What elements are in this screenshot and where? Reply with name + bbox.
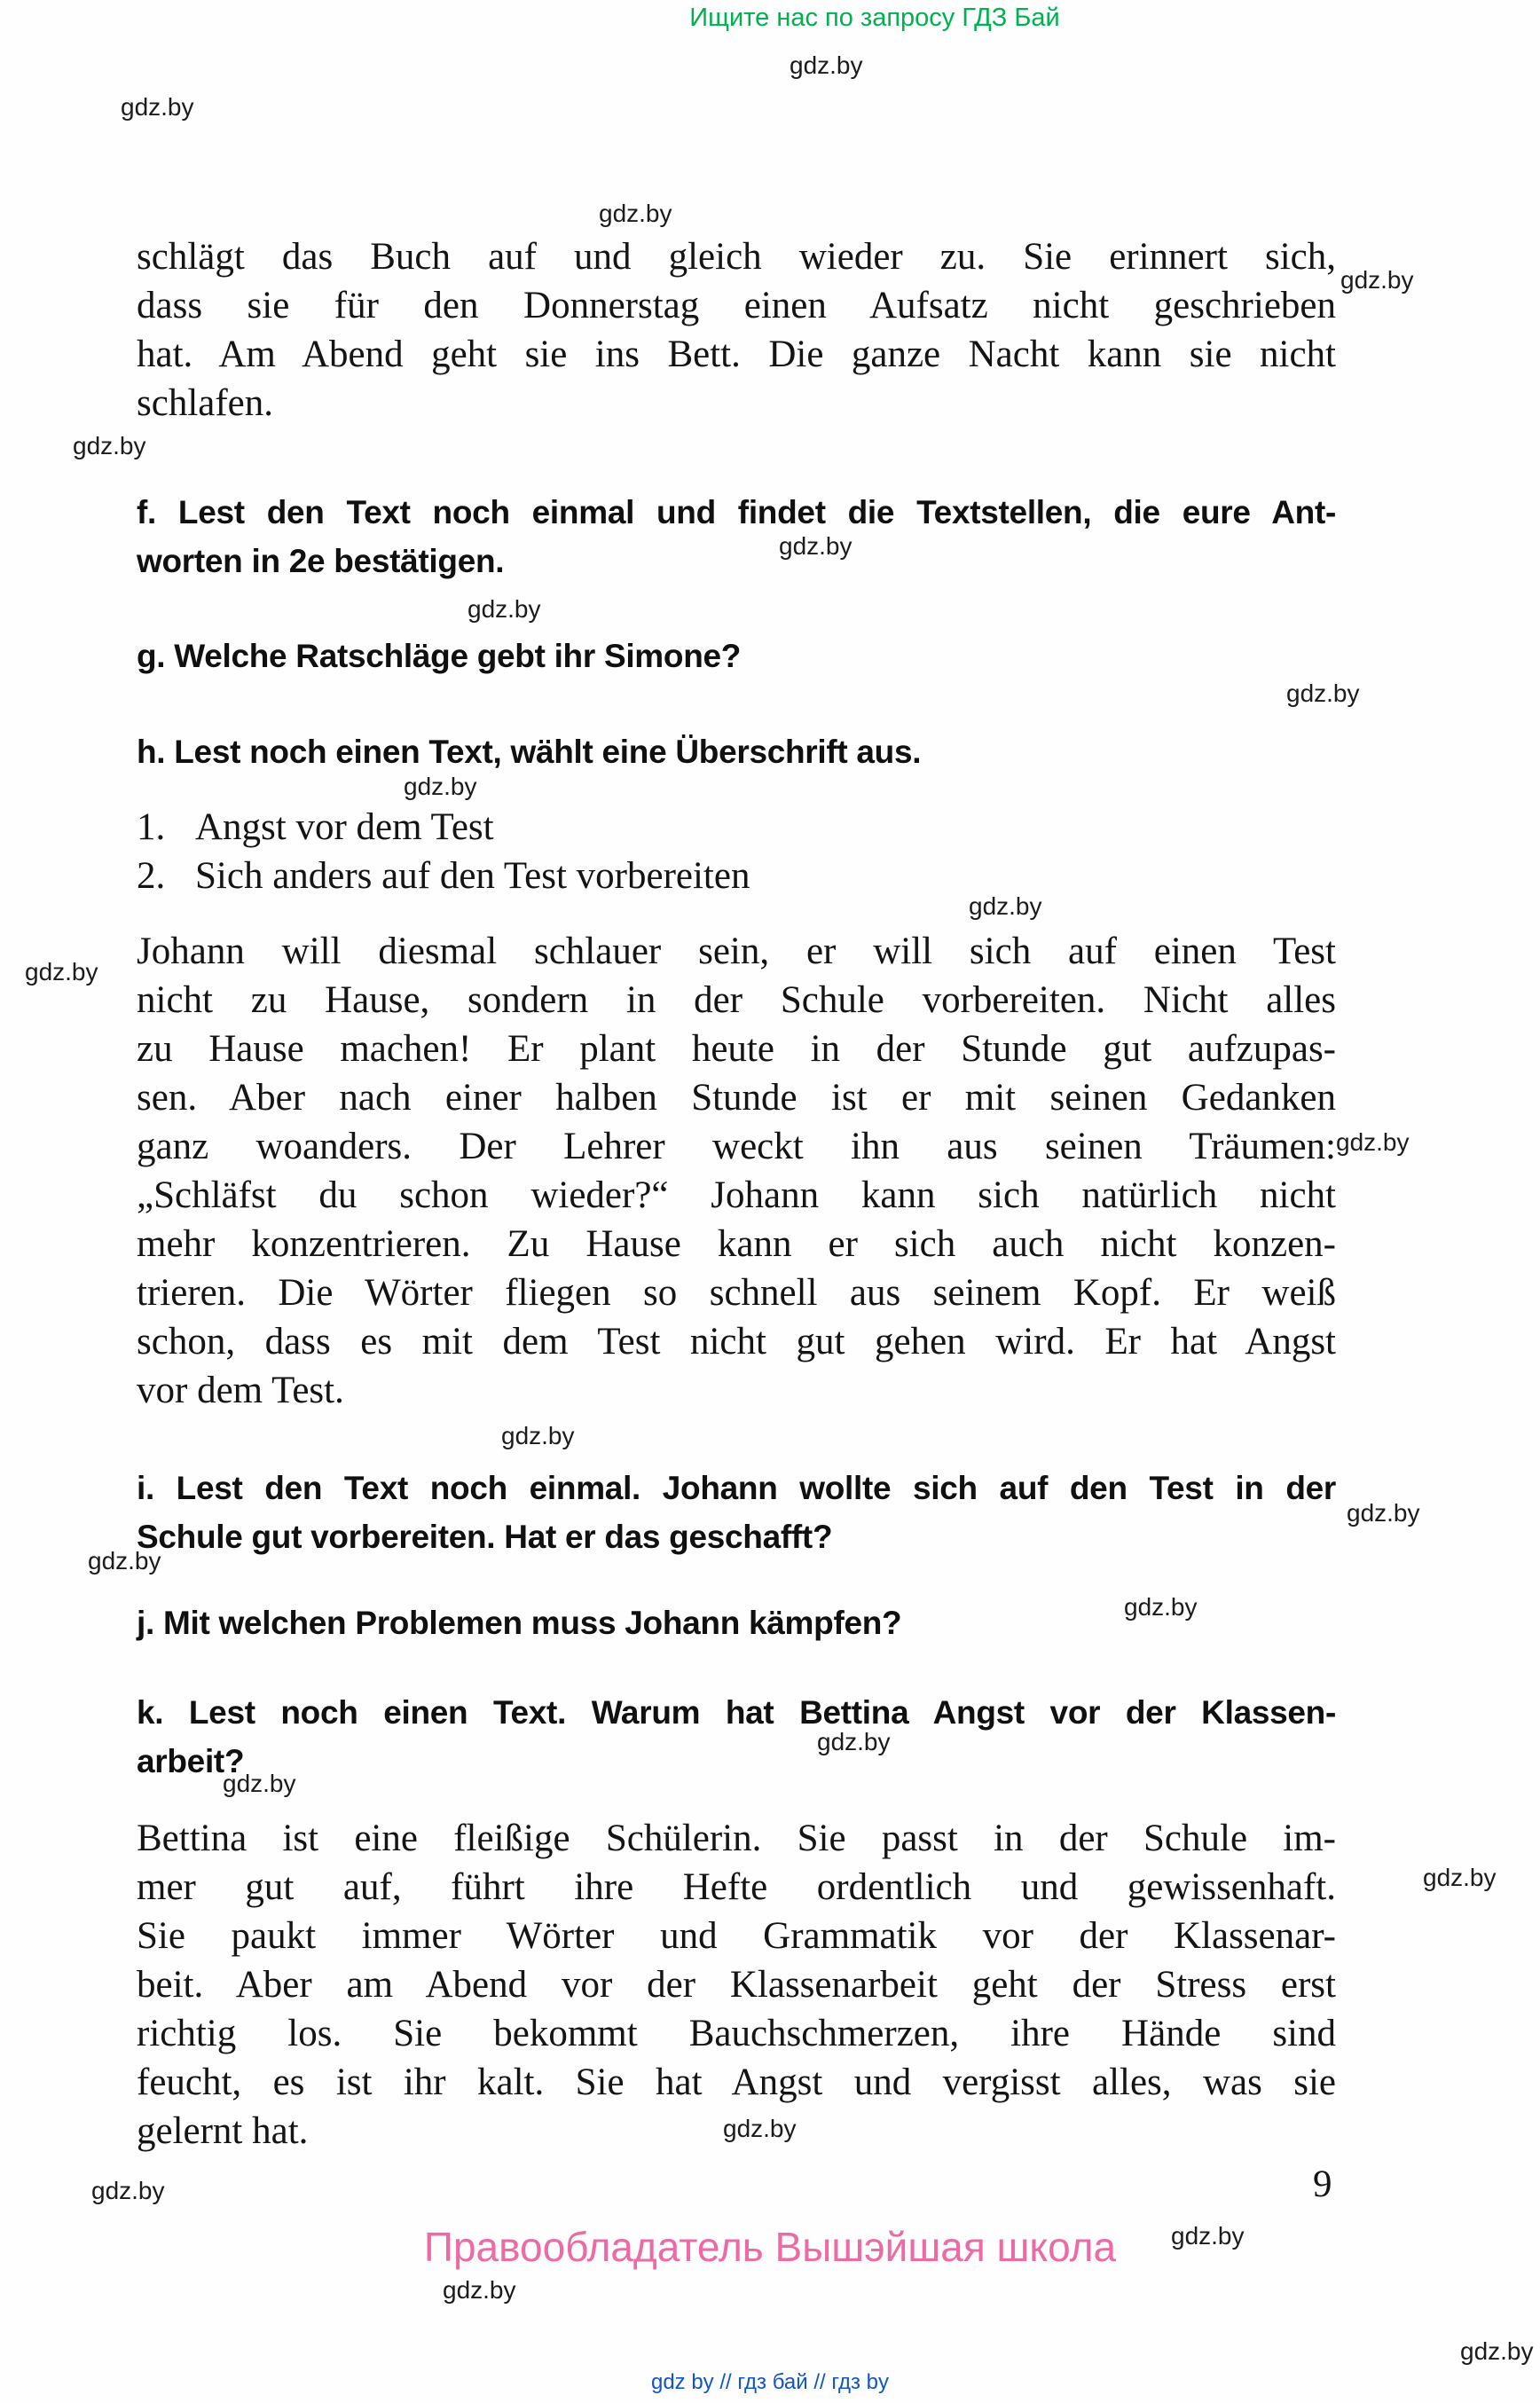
text-line: j. Mit welchen Problemen muss Johann kämpfen? — [137, 1605, 902, 1641]
text-line: schlägt das Buch auf und gleich wieder zu. Sie erinnert sich, — [137, 236, 1336, 278]
gdz-watermark: gdz.by — [121, 93, 194, 121]
text-line: richtig los. Sie bekommt Bauchschmerzen, ihre Hände sind — [137, 2013, 1336, 2054]
text-line: k. Lest noch einen Text. Warum hat Bettina Angst vor der Klassen- — [137, 1694, 1336, 1731]
intro-paragraph — [137, 232, 1336, 428]
gdz-watermark: gdz.by — [404, 773, 477, 800]
text-line: beit. Aber am Abend vor der Klassenarbeit geht der Stress erst — [137, 1964, 1336, 2006]
list-item — [137, 803, 1336, 852]
list-item-number: 1. — [137, 806, 166, 848]
text-line: ganz woanders. Der Lehrer weckt ihn aus seinen Träumen: — [137, 1126, 1336, 1167]
text-line: dass sie für den Donnerstag einen Aufsatz nicht geschrieben — [137, 285, 1336, 326]
gdz-watermark: gdz.by — [1347, 1499, 1420, 1527]
gdz-watermark: gdz.by — [1286, 679, 1360, 707]
gdz-watermark: gdz.by — [1336, 1128, 1410, 1156]
gdz-watermark: gdz.by — [25, 958, 98, 986]
text-line: hat. Am Abend geht sie ins Bett. Die ganze Nacht kann sie nicht — [137, 334, 1336, 375]
task-f-heading — [137, 488, 1336, 585]
footer-links[interactable]: gdz by // гдз бай // гдз by — [650, 2370, 890, 2394]
gdz-watermark: gdz.by — [1124, 1593, 1198, 1621]
text-line: mer gut auf, führt ihre Hefte ordentlich und gewissenhaft. — [137, 1866, 1336, 1908]
gdz-watermark: gdz.by — [73, 432, 146, 459]
gdz-watermark: gdz.by — [779, 532, 852, 560]
johann-paragraph — [137, 927, 1336, 1415]
headline-options-list — [137, 803, 1336, 900]
text-line: arbeit? — [137, 1743, 245, 1779]
gdz-watermark: gdz.by — [723, 2115, 797, 2142]
text-line: schon, dass es mit dem Test nicht gut gehen wird. Er hat Angst — [137, 1321, 1336, 1362]
gdz-watermark: gdz.by — [501, 1422, 575, 1449]
task-h-heading — [137, 727, 1336, 776]
text-line: „Schläfst du schon wieder?“ Johann kann sich natürlich nicht — [137, 1174, 1336, 1216]
task-k-heading — [137, 1688, 1336, 1786]
text-line: i. Lest den Text noch einmal. Johann wollte sich auf den Test in der — [137, 1470, 1336, 1506]
text-line: nicht zu Hause, sondern in der Schule vorbereiten. Nicht alles — [137, 979, 1336, 1021]
text-line: g. Welche Ratschläge gebt ihr Simone? — [137, 638, 742, 674]
promo-header: Ищите нас по запросу ГДЗ Бай — [689, 4, 1060, 32]
text-line: sen. Aber nach einer halben Stunde ist er mit seinen Gedanken — [137, 1077, 1336, 1119]
task-j-heading — [137, 1598, 1336, 1647]
gdz-watermark: gdz.by — [969, 892, 1042, 920]
gdz-watermark: gdz.by — [817, 1728, 891, 1755]
gdz-watermark: gdz.by — [1460, 2337, 1534, 2365]
gdz-watermark: gdz.by — [790, 51, 863, 79]
gdz-watermark: gdz.by — [443, 2276, 516, 2304]
text-line: Schule gut vorbereiten. Hat er das geschafft? — [137, 1519, 833, 1555]
list-item — [137, 852, 1336, 900]
gdz-watermark: gdz.by — [91, 2177, 165, 2204]
page-number: 9 — [1313, 2163, 1332, 2205]
list-item-text: Angst vor dem Test — [195, 806, 494, 848]
text-line: mehr konzentrieren. Zu Hause kann er sich auch nicht konzen- — [137, 1223, 1336, 1265]
text-line: zu Hause machen! Er plant heute in der Stunde gut aufzupas- — [137, 1028, 1336, 1070]
text-line: vor dem Test. — [137, 1370, 344, 1411]
gdz-watermark: gdz.by — [1340, 266, 1414, 294]
gdz-watermark: gdz.by — [223, 1770, 296, 1797]
text-line: h. Lest noch einen Text, wählt eine Überschrift aus. — [137, 734, 922, 770]
gdz-watermark: gdz.by — [88, 1547, 161, 1575]
task-g-heading — [137, 632, 1336, 680]
list-item-number: 2. — [137, 855, 166, 897]
text-line: Bettina ist eine fleißige Schülerin. Sie passt in der Schule im- — [137, 1818, 1336, 1859]
gdz-watermark: gdz.by — [599, 200, 672, 227]
gdz-watermark: gdz.by — [1423, 1864, 1497, 1891]
text-line: trieren. Die Wörter fliegen so schnell aus seinem Kopf. Er weiß — [137, 1272, 1336, 1314]
text-line: schlafen. — [137, 382, 274, 424]
text-line: Johann will diesmal schlauer sein, er will sich auf einen Test — [137, 931, 1336, 972]
text-line: f. Lest den Text noch einmal und findet die Textstellen, die eure Ant- — [137, 494, 1336, 530]
copyright-line: Правообладатель Вышэйшая школа — [423, 2224, 1117, 2270]
text-line: Sie paukt immer Wörter und Grammatik vor der Klassenar- — [137, 1915, 1336, 1957]
gdz-watermark: gdz.by — [468, 595, 541, 623]
text-line: gelernt hat. — [137, 2110, 309, 2152]
text-line: feucht, es ist ihr kalt. Sie hat Angst und vergisst alles, was sie — [137, 2061, 1336, 2103]
bettina-paragraph — [137, 1814, 1336, 2156]
list-item-text: Sich anders auf den Test vorbereiten — [195, 855, 750, 897]
task-i-heading — [137, 1464, 1336, 1561]
text-line: worten in 2e bestätigen. — [137, 543, 505, 579]
gdz-watermark: gdz.by — [1171, 2222, 1245, 2250]
